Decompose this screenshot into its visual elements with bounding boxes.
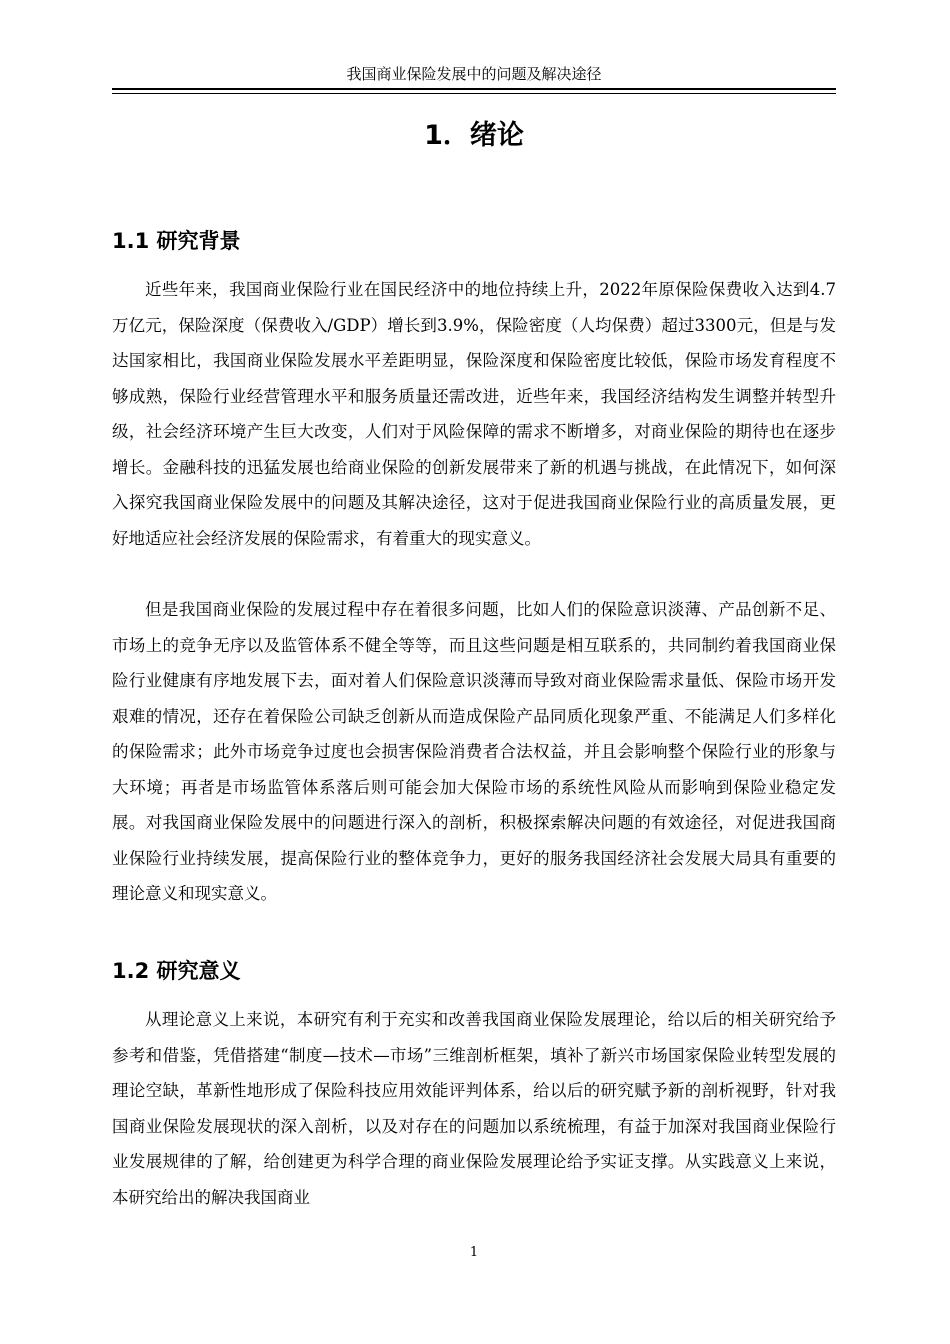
running-header: 我国商业保险发展中的问题及解决途径 [346, 65, 602, 83]
header-rule-thick [112, 88, 836, 90]
chapter-title: 1．绪论 [424, 120, 524, 151]
section-heading-significance: 1.2 研究意义 [112, 959, 241, 983]
paragraph-background-2: 但是我国商业保险的发展过程中存在着很多问题，比如人们的保险意识淡薄、产品创新不足、市场上的竞争无序以及监管体系不健全等等，而且这些问题是相互联系的，共同制约着我国商业保险行业健康有序地发展下去，面对着人们保险意识淡薄而导致对商业保险需求量低、保险市场开发艰难的情况，还存在着保险公司缺乏创新从而造成保险产品同质化现象严重、不能满足人们多样化的保险需求；此外市场竞争过度也会损害保险消费者合法权益，并且会影响整个保险行业的形象与大环境；再者是市场监管体系落后则可能会加大保险市场的系统性风险从而影响到保险业稳定发展。对我国商业保险发展中的问题进行深入的剖析，积极探索解决问题的有效途径，对促进我国商业保险行业持续发展，提高保险行业的整体竞争力，更好的服务我国经济社会发展大局具有重要的理论意义和现实意义。 [112, 600, 836, 903]
paragraph-background-1: 近些年来，我国商业保险行业在国民经济中的地位持续上升，2022年原保险保费收入达到4.7万亿元，保险深度（保费收入/GDP）增长到3.9%，保险密度（人均保费）超过3300元，但是与发达国家相比，我国商业保险发展水平差距明显，保险深度和保险密度比较低，保险市场发育程度不够成熟，保险行业经营管理水平和服务质量还需改进，近些年来，我国经济结构发生调整并转型升级，社会经济环境产生巨大改变，人们对于风险保障的需求不断增多，对商业保险的期待也在逐步增长。金融科技的迅猛发展也给商业保险的创新发展带来了新的机遇与挑战，在此情况下，如何深入探究我国商业保险发展中的问题及其解决途径，这对于促进我国商业保险行业的高质量发展，更好地适应社会经济发展的保险需求，有着重大的现实意义。 [112, 280, 836, 548]
page-number: 1 [469, 1245, 479, 1260]
header-rule-thin [112, 93, 836, 94]
section-heading-background: 1.1 研究背景 [112, 229, 241, 253]
paragraph-significance-1: 从理论意义上来说，本研究有利于充实和改善我国商业保险发展理论，给以后的相关研究给予参考和借鉴，凭借搭建“制度—技术—市场”三维剖析框架，填补了新兴市场国家保险业转型发展的理论空缺，革新性地形成了保险科技应用效能评判体系，给以后的研究赋予新的剖析视野，针对我国商业保险发展现状的深入剖析，以及对存在的问题加以系统梳理，有益于加深对我国商业保险行业发展规律的了解，给创建更为科学合理的商业保险发展理论给予实证支撑。从实践意义上来说，本研究给出的解决我国商业 [112, 1010, 836, 1207]
